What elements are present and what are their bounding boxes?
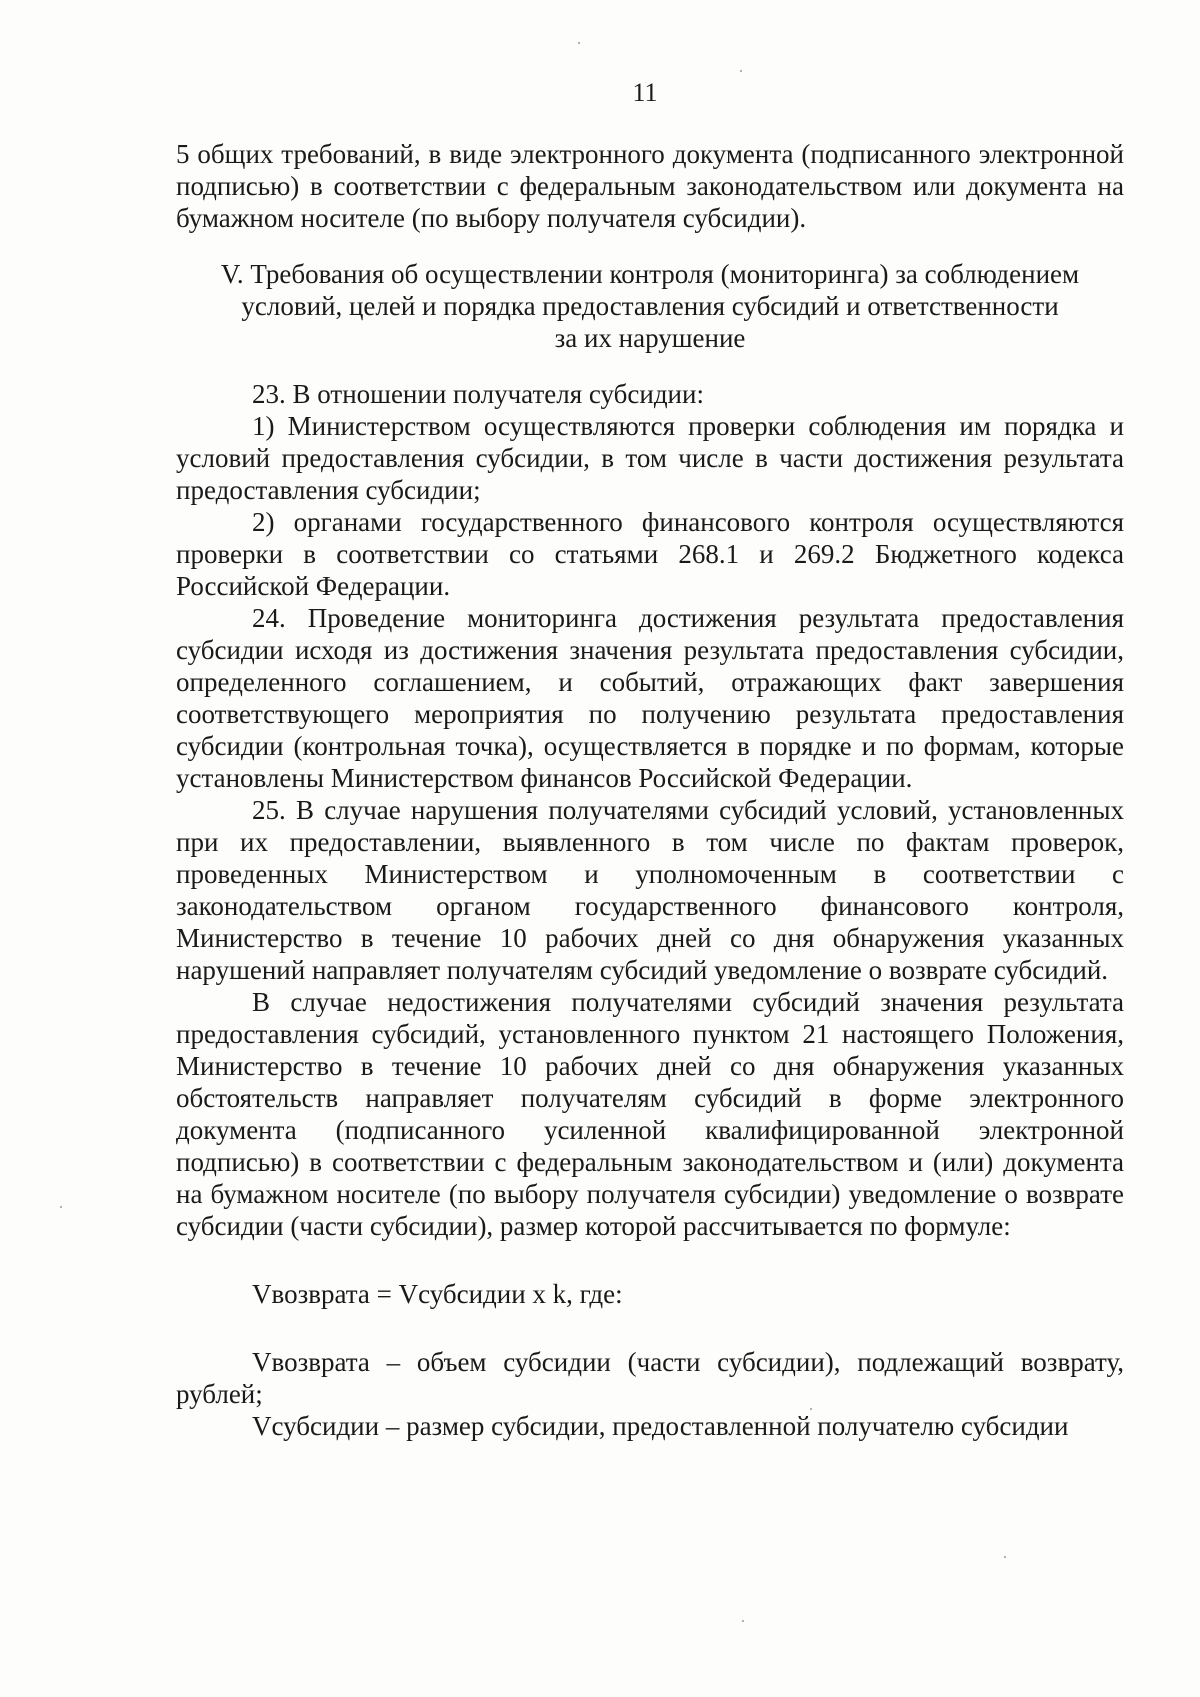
definition-subsidy-amount: Vсубсидии – размер субсидии, предоставленной получателю субсидии bbox=[252, 1411, 1069, 1441]
return-formula: Vвозврата = Vсубсидии x k, где: bbox=[252, 1279, 623, 1309]
section-heading-line: за их нарушение bbox=[554, 323, 746, 353]
scan-speck bbox=[742, 1620, 744, 1622]
paragraph-23-item-1: 1) Министерством осуществляются проверки соблюдения им порядка и условий предоставления субсидии, в том числе в части достижения результата предоставления субсидии; bbox=[176, 411, 1124, 505]
section-heading-line: V. Требования об осуществлении контроля (мониторинга) за соблюдением bbox=[220, 259, 1080, 289]
paragraph-24: 24. Проведение мониторинга достижения результата предоставления субсидии исходя из достижения значения результата предоставления субсидии, определенного соглашением, и событий, отражающих факт завершения соответствующего мероприятия по получению результата предоставления субсидии (контрольная точка), осуществляется в порядке и по формам, которые установлены Министерством финансов Российской Федерации. bbox=[176, 603, 1124, 793]
scan-speck bbox=[60, 1206, 62, 1208]
page-number: 11 bbox=[632, 78, 658, 107]
paragraph-23: 23. В отношении получателя субсидии: bbox=[252, 379, 704, 409]
definition-return-amount: Vвозврата – объем субсидии (части субсидии), подлежащий возврату, рублей; bbox=[176, 1347, 1124, 1409]
scan-speck bbox=[1004, 1556, 1006, 1558]
paragraph-25: 25. В случае нарушения получателями субсидий условий, установленных при их предоставлении, выявленного в том числе по фактам проверок, проведенных Министерством и уполномоченным в соответствии с законодательством органом государственного финансового контроля, Министерство в течение 10 рабочих дней со дня обнаружения указанных нарушений направляет получателям субсидий уведомление о возврате субсидий. bbox=[176, 795, 1124, 985]
opening-paragraph: 5 общих требований, в виде электронного документа (подписанного электронной подписью) в соответствии с федеральным законодательством или документа на бумажном носителе (по выбору получателя субсидии). bbox=[176, 139, 1124, 233]
scan-speck bbox=[740, 70, 742, 72]
paragraph-25-continued: В случае недостижения получателями субсидий значения результата предоставления субсидий, установленного пунктом 21 настоящего Положения, Министерство в течение 10 рабочих дней со дня обнаружения указанных обстоятельств направляет получателям субсидий в форме электронного документа (подписанного усиленной квалифицированной электронной подписью) в соответствии с федеральным законодательством и (или) документа на бумажном носителе (по выбору получателя субсидии) уведомление о возврате субсидии (части субсидии), размер которой рассчитывается по формуле: bbox=[176, 987, 1124, 1241]
document-body bbox=[176, 138, 1124, 1442]
scan-speck bbox=[578, 42, 580, 44]
section-heading bbox=[176, 258, 1124, 354]
section-heading-line: условий, целей и порядка предоставления субсидий и ответственности bbox=[241, 291, 1059, 321]
paragraph-23-item-2: 2) органами государственного финансового контроля осуществляются проверки в соответствии со статьями 268.1 и 269.2 Бюджетного кодекса Российской Федерации. bbox=[176, 507, 1124, 601]
